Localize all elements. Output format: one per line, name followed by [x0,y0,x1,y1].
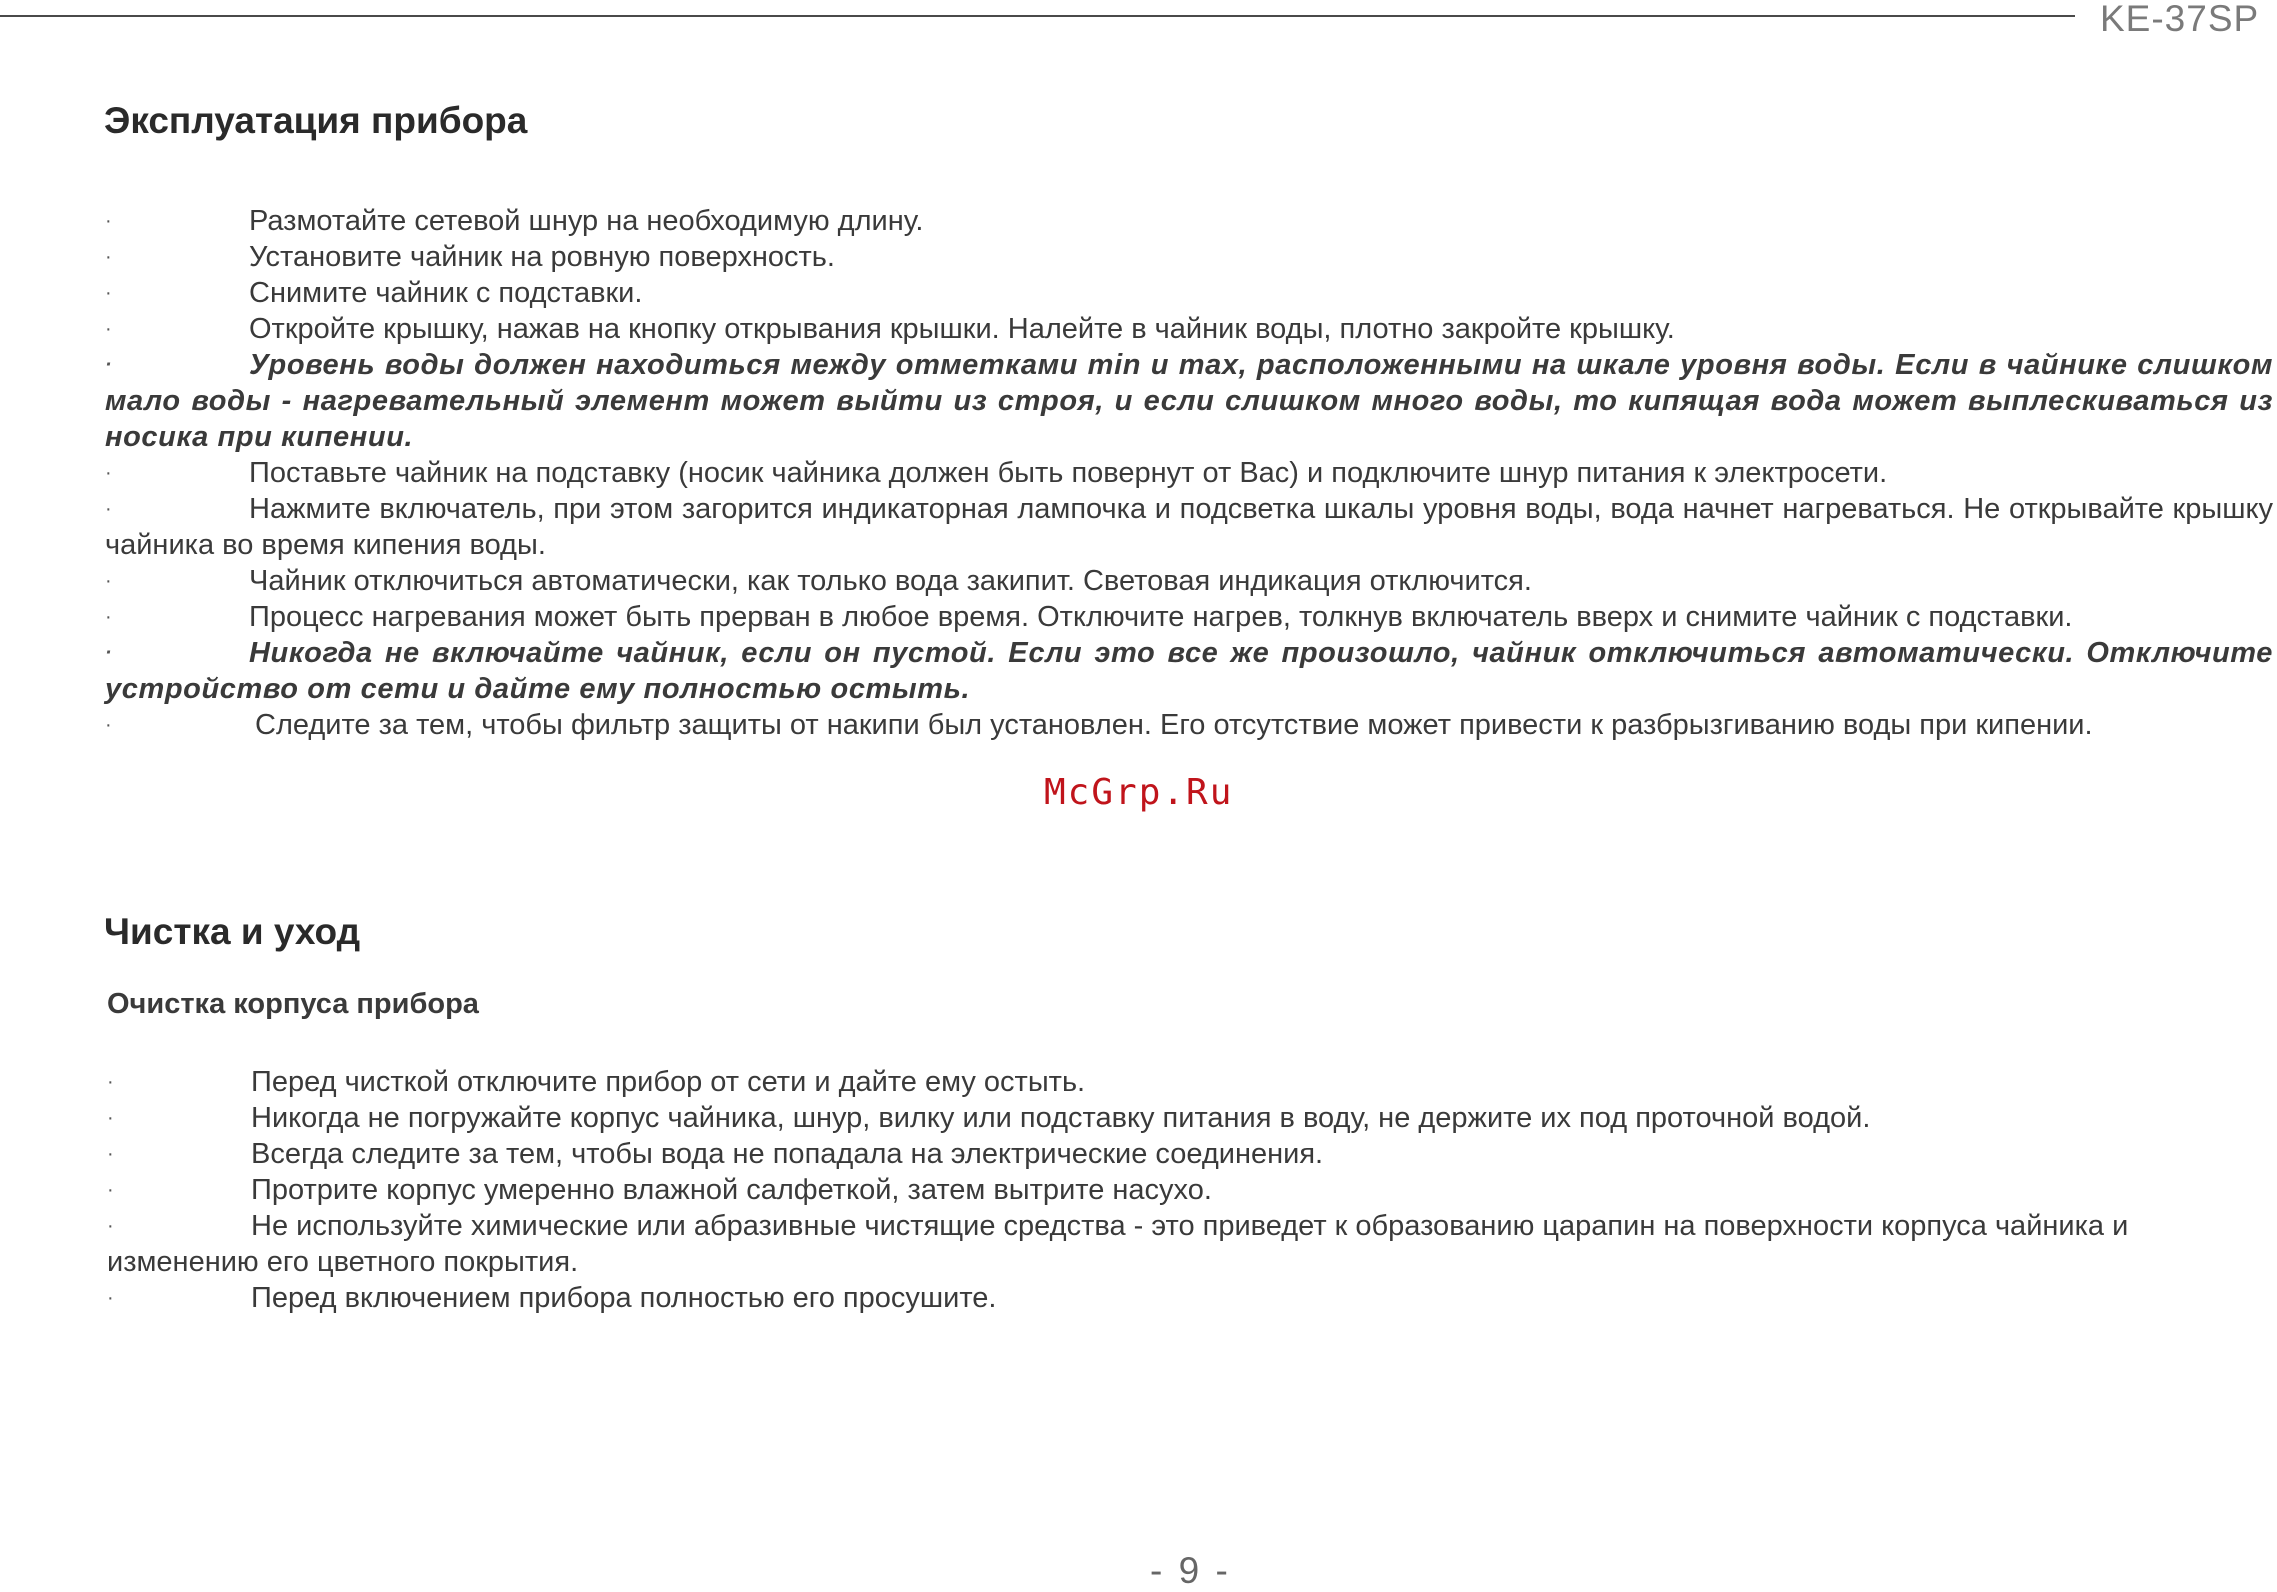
list-item [105,311,2273,347]
list-item-text: Нажмите включатель, при этом загорится индикаторная лампочка и подсветка шкалы уровня воды, вода начнет нагреваться. Не открывайте крышку чайника во время кипения воды. [105,493,2273,561]
operation-list [105,203,2273,743]
bullet: · [105,282,112,304]
list-item-text: Установите чайник на ровную поверхность. [249,241,835,273]
list-item-text: Чайник отключиться автоматически, как только вода закипит. Световая индикация отключится. [249,565,1532,597]
list-item [105,599,2273,635]
list-item-text: Поставьте чайник на подставку (носик чайника должен быть повернут от Вас) и подключите шнур питания к электросети. [249,457,1888,489]
list-item [105,203,2273,239]
page-number: - 9 - [1150,1550,1231,1591]
bullet: · [105,570,112,592]
model-number: KE-37SP [2100,0,2260,39]
bullet: · [105,462,112,484]
bullet: · [107,1287,114,1309]
list-item-text: Размотайте сетевой шнур на необходимую длину. [249,205,924,237]
list-item [107,1100,2273,1136]
bullet: · [107,1179,114,1201]
list-item-text: Перед чисткой отключите прибор от сети и дайте ему остыть. [251,1066,1086,1098]
list-item [105,707,2273,743]
bullet: · [105,606,112,628]
list-item [105,491,2273,563]
section-title-operation: Эксплуатация прибора [104,100,528,141]
list-item [105,563,2273,599]
list-item [107,1136,2273,1172]
watermark: McGrp.Ru [1044,772,1234,813]
list-item [107,1064,2273,1100]
bullet: · [107,1071,114,1093]
bullet: · [105,642,113,664]
list-item-text: Процесс нагревания может быть прерван в любое время. Отключите нагрев, толкнув включатель вверх и снимите чайник с подставки. [249,601,2073,633]
bullet: · [107,1107,114,1129]
list-item-text: Всегда следите за тем, чтобы вода не попадала на электрические соединения. [251,1138,1324,1170]
list-item-warning [105,347,2273,455]
list-item-text: Откройте крышку, нажав на кнопку открывания крышки. Налейте в чайник воды, плотно закройте крышку. [249,313,1675,345]
list-item-text: Следите за тем, чтобы фильтр защиты от накипи был установлен. Его отсутствие может привести к разбрызгиванию воды при кипении. [255,709,2093,741]
bullet: · [105,498,112,520]
cleaning-list [107,1064,2273,1316]
bullet: · [105,318,112,340]
bullet: · [107,1215,114,1237]
subsection-title: Очистка корпуса прибора [107,988,479,1020]
list-item-warning [105,635,2273,707]
list-item-text: Протрите корпус умеренно влажной салфеткой, затем вытрите насухо. [251,1174,1212,1206]
list-item [105,239,2273,275]
bullet: · [105,354,113,376]
list-item [107,1280,2273,1316]
bullet: · [105,246,112,268]
list-item [105,275,2273,311]
section-title-cleaning: Чистка и уход [104,911,361,952]
bullet: · [105,714,112,736]
list-item [107,1172,2273,1208]
list-item [107,1208,2273,1280]
list-item [105,455,2273,491]
bullet: · [105,210,112,232]
list-item-text: Не используйте химические или абразивные чистящие средства - это приведет к образованию царапин на поверхности корпуса чайника и изменению его цветного покрытия. [107,1210,2129,1278]
bullet: · [107,1143,114,1165]
list-item-text: Снимите чайник с подставки. [249,277,643,309]
header-rule [0,15,2075,17]
list-item-text: Никогда не включайте чайник, если он пустой. Если это все же произошло, чайник отключиться автоматически. Отключите устройство от сети и дайте ему полностью остыть. [105,637,2273,705]
list-item-text: Уровень воды должен находиться между отметками min и max, расположенными на шкале уровня воды. Если в чайнике слишком мало воды - нагревательный элемент может выйти из строя, и если слишком много воды, то кипящая вода может выплескиваться из носика при кипении. [105,349,2273,453]
list-item-text: Никогда не погружайте корпус чайника, шнур, вилку или подставку питания в воду, не держите их под проточной водой. [251,1102,1871,1134]
list-item-text: Перед включением прибора полностью его просушите. [251,1282,997,1314]
